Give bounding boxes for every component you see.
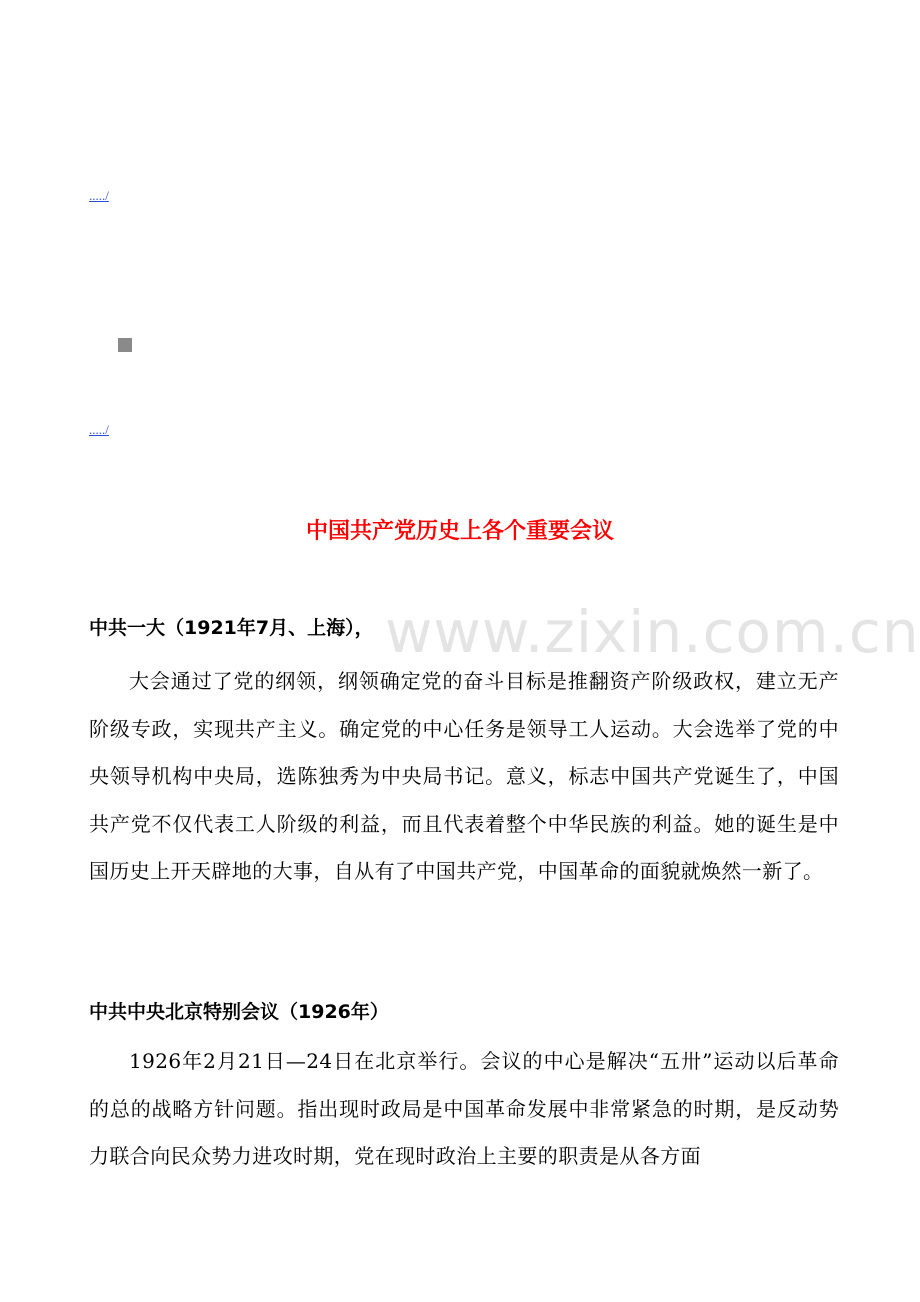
section-1 (89, 614, 839, 896)
link-top[interactable]: ...../ (89, 188, 109, 203)
page-title: 中国共产党历史上各个重要会议 (305, 519, 614, 544)
section-heading: 中共一大（1921年7月、上海）， (89, 617, 374, 639)
watermark: www.zixin.com.cn (385, 598, 920, 666)
section-heading: 中共中央北京特别会议（1926年） (89, 1001, 389, 1023)
section-body: 大会通过了党的纲领，纲领确定党的奋斗目标是推翻资产阶级政权，建立无产阶级专政，实现共产主义。确定党的中心任务是领导工人运动。大会选举了党的中央领导机构中央局，选陈独秀为中央局书记。意义，标志中国共产党诞生了，中国共产党不仅代表工人阶级的利益，而且代表着整个中华民族的利益。她的诞生是中国历史上开天辟地的大事，自从有了中国共产党，中国革命的面貌就焕然一新了。 (89, 669, 839, 883)
link-second[interactable]: ...../ (89, 422, 109, 437)
section-body: 1926年2月21日—24日在北京举行。会议的中心是解决“五卅”运动以后革命的总的战略方针问题。指出现时政局是中国革命发展中非常紧急的时期，是反动势力联合向民众势力进攻时期，党在现时政治上主要的职责是从各方面 (89, 1049, 839, 1168)
section-2 (89, 998, 839, 1181)
bullet-square-icon (118, 338, 132, 352)
